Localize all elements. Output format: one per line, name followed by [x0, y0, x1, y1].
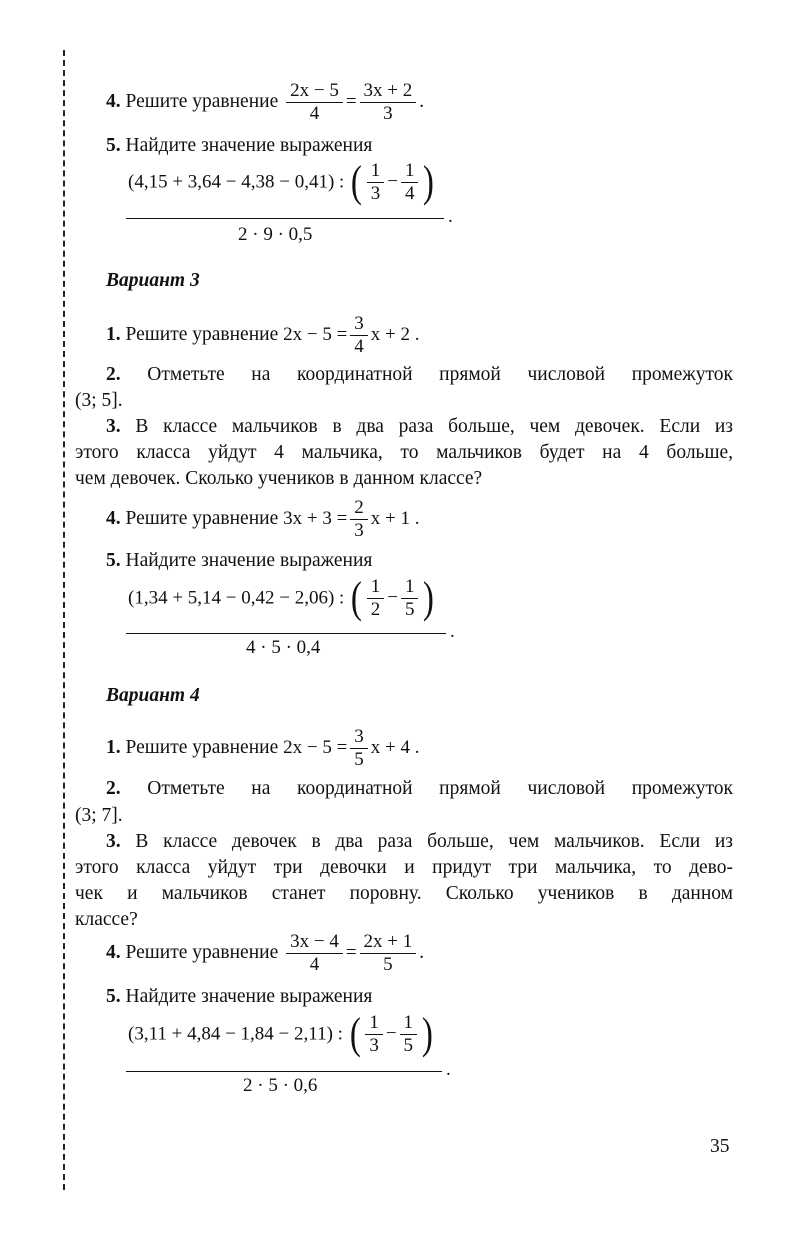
v4-task5-denominator: 2 · 5 · 0,6 [243, 1075, 318, 1096]
v4-task1: 1. Решите уравнение 2x − 5 = $\frac{3}{5}$ x + 4 . [106, 726, 420, 770]
v4-task2-line2: (3; 7]. [75, 805, 123, 826]
variant4-heading: Вариант 4 [106, 685, 200, 706]
v3-task3-line3: чем девочек. Сколько учеников в данном классе? [75, 468, 483, 489]
v3-task5-denominator: 4 · 5 · 0,4 [246, 637, 321, 658]
task-text: Решите уравнение [125, 90, 279, 112]
page-number: 35 [710, 1136, 730, 1157]
v3-task1: 1. Решите уравнение 2x − 5 = $\frac{3}{4}$ x + 2 . [106, 313, 420, 357]
v3-task3-line1: 3. В классе мальчиков в два раза больше, чем девочек. Если из [106, 416, 734, 437]
v4-task4: 4. Решите уравнение $\frac{3x - 4}{4}$ = $\frac{2x + 1}{5}$ . [106, 931, 425, 975]
v4-task3-line3: чек и мальчиков станет поровну. Сколько учеников в данном [75, 883, 733, 904]
v3-task4: 4. Решите уравнение 3x + 3 = $\frac{2}{3}$ x + 1 . [106, 497, 420, 541]
v2-task5-numerator: (4,15 + 3,64 − 4,38 − 0,41) : ( $\frac{1}{3}$ − $\frac{1}{4}$ ) [128, 157, 435, 207]
v2-task5-text: 5. Найдите значение выражения [106, 135, 373, 156]
v2-task4: 4. Решите уравнение $\frac{2x - 5}{4}$ = $\frac{3x + 2}{3}$ . [106, 80, 425, 124]
main-fraction-bar [126, 1071, 442, 1072]
v4-task3-line2: этого класса уйдут три девочки и придут три мальчика, то дево- [75, 857, 733, 878]
v4-task3-line4: классе? [75, 909, 138, 930]
v4-task2-line1: 2. Отметьте на координатной прямой числовой промежуток [106, 778, 733, 799]
fraction-rhs: $\frac{3x + 2}{3}$ [360, 80, 417, 125]
task-number: 4. [106, 90, 121, 112]
v3-task2-line2: (3; 5]. [75, 390, 123, 411]
main-fraction-bar [126, 633, 446, 634]
v4-task5-numerator: (3,11 + 4,84 − 1,84 − 2,11) : ( $\frac{1}{3}$ − $\frac{1}{5}$ ) [128, 1009, 433, 1059]
fraction-lhs: $\frac{2x - 5}{4}$ [286, 80, 343, 125]
v3-task5-numerator: (1,34 + 5,14 − 0,42 − 2,06) : ( $\frac{1}{2}$ − $\frac{1}{5}$ ) [128, 573, 435, 623]
variant3-heading: Вариант 3 [106, 270, 200, 291]
paren-group: ( $\frac{1}{3}$ − $\frac{1}{4}$ ) [350, 157, 435, 207]
main-fraction-bar [126, 218, 444, 219]
v4-task3-line1: 3. В классе девочек в два раза больше, чем мальчиков. Если из [106, 831, 734, 852]
v4-task5-text: 5. Найдите значение выражения [106, 986, 373, 1007]
cut-line [63, 50, 65, 1190]
v3-task3-line2: этого класса уйдут 4 мальчика, то мальчиков будет на 4 больше, [75, 442, 733, 463]
v3-task2-line1: 2. Отметьте на координатной прямой числовой промежуток [106, 364, 733, 385]
v2-task5-denominator: 2 · 9 · 0,5 [238, 224, 313, 245]
v3-task5-text: 5. Найдите значение выражения [106, 550, 373, 571]
